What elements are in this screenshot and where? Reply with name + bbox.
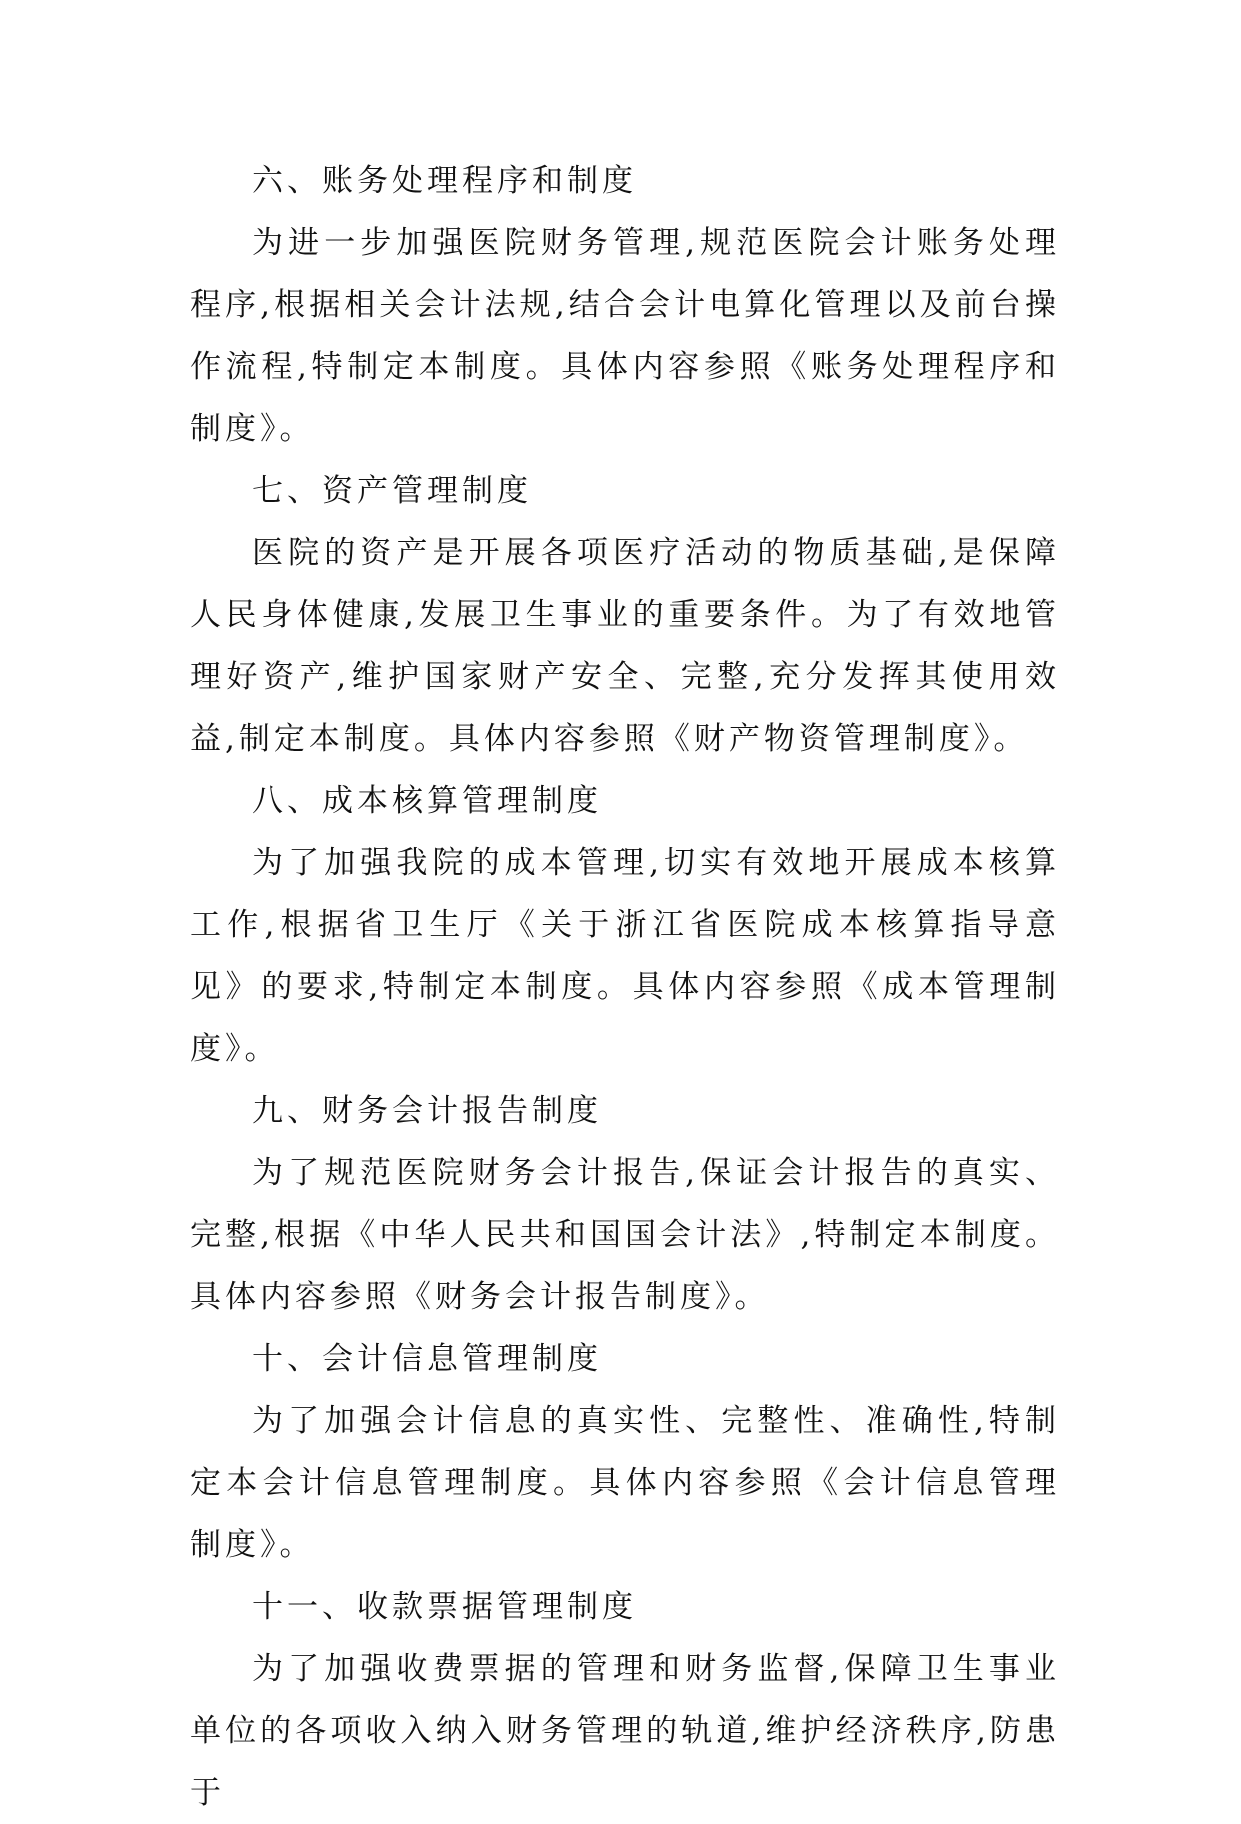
section-heading: 六、账务处理程序和制度 xyxy=(252,163,637,199)
section-paragraph: 医院的资产是开展各项医疗活动的物质基础,是保障人民身体健康,发展卫生事业的重要条件。为了有效地管理好资产,维护国家财产安全、完整,充分发挥其使用效益,制定本制度。具体内容参照《财产物资管理制度》。 xyxy=(190,535,1060,757)
section-paragraph: 为了加强我院的成本管理,切实有效地开展成本核算工作,根据省卫生厅《关于浙江省医院成本核算指导意见》的要求,特制定本制度。具体内容参照《成本管理制度》。 xyxy=(190,845,1060,1067)
section-heading: 九、财务会计报告制度 xyxy=(252,1093,602,1129)
section-heading: 七、资产管理制度 xyxy=(252,473,532,509)
section-heading: 十、会计信息管理制度 xyxy=(252,1341,602,1377)
section-paragraph: 为了加强会计信息的真实性、完整性、准确性,特制定本会计信息管理制度。具体内容参照《会计信息管理制度》。 xyxy=(190,1403,1060,1563)
section-heading: 八、成本核算管理制度 xyxy=(252,783,602,819)
section-paragraph: 为进一步加强医院财务管理,规范医院会计账务处理程序,根据相关会计法规,结合会计电算化管理以及前台操作流程,特制定本制度。具体内容参照《账务处理程序和制度》。 xyxy=(190,225,1060,447)
section-paragraph: 为了加强收费票据的管理和财务监督,保障卫生事业单位的各项收入纳入财务管理的轨道,维护经济秩序,防患于 xyxy=(190,1651,1060,1811)
document-body xyxy=(190,150,1060,1824)
section-paragraph: 为了规范医院财务会计报告,保证会计报告的真实、完整,根据《中华人民共和国国会计法》,特制定本制度。具体内容参照《财务会计报告制度》。 xyxy=(190,1155,1060,1315)
section-heading: 十一、收款票据管理制度 xyxy=(252,1589,637,1625)
